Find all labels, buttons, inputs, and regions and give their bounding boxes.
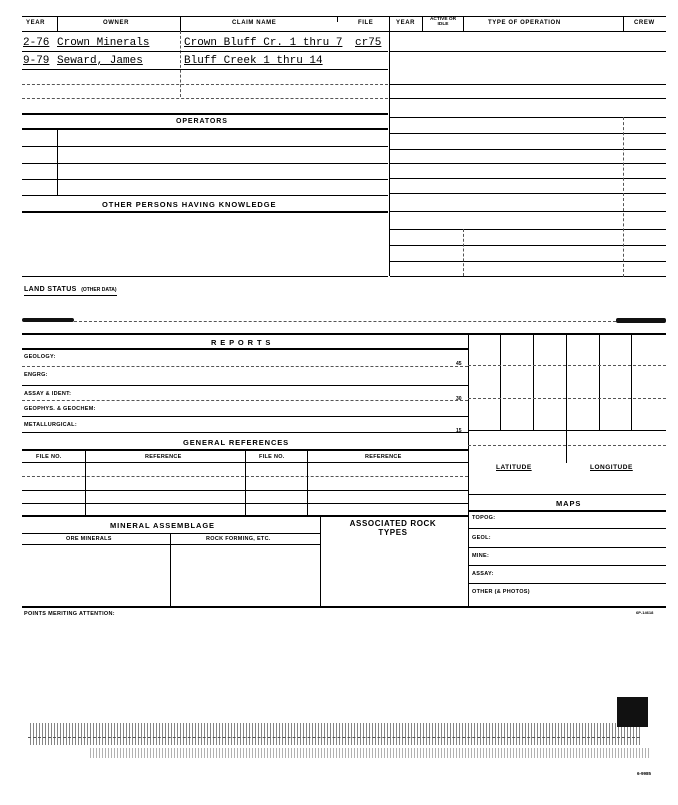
report-metallurgical-label: METALLURGICAL: [24,422,77,428]
header-type-of-operation: TYPE OF OPERATION [488,20,561,26]
claim-row-2-claim-name: Bluff Creek 1 thru 14 [184,55,323,67]
scan-noise-band-lower [90,748,650,758]
header-year: YEAR [26,20,46,26]
maps-other-label: OTHER (& PHOTOS) [472,589,530,595]
report-geology-label: GEOLOGY: [24,354,56,360]
maps-topog-label: TOPOG: [472,515,496,521]
header-crew: CREW [634,20,655,26]
report-geophys-label: GEOPHYS. & GEOCHEM: [24,406,96,412]
form-number: 6P-14618 [636,610,654,615]
scale-15: 15 [456,428,462,434]
operators-heading: OPERATORS [176,118,228,125]
associated-rock-types-heading: ASSOCIATED ROCK TYPES [349,519,437,537]
scale-30: 30 [456,396,462,402]
land-status-label: LAND STATUS [24,286,77,293]
maps-mine-label: MINE: [472,553,490,559]
claim-row-1-year: 2-76 [23,37,50,49]
claim-row-1-file: cr75 [355,37,382,49]
header-year-2: YEAR [396,20,416,26]
header-active-idle: ACTIVE OR IDLE [429,17,457,27]
land-status-sublabel: (OTHER DATA) [81,287,117,293]
header-claim-name: CLAIM NAME [232,20,277,26]
longitude-label: LONGITUDE [590,464,633,471]
reports-heading: R E P O R T S [211,338,272,347]
general-references-heading: GENERAL REFERENCES [183,438,290,447]
claim-row-1-claim-name: Crown Bluff Cr. 1 thru 7 [184,37,343,49]
maps-geol-label: GEOL: [472,535,491,541]
land-status-redaction-left [22,318,74,322]
gr-file-no-2: FILE NO. [259,454,285,460]
scale-45: 45 [456,361,462,367]
maps-heading: MAPS [556,499,582,508]
report-engrg-label: ENGRG: [24,372,48,378]
gr-reference-2: REFERENCE [365,454,402,460]
claim-row-1-owner: Crown Minerals [57,37,150,49]
header-file: FILE [358,20,374,26]
claim-row-2-owner: Seward, James [57,55,143,67]
report-assay-label: ASSAY & IDENT: [24,391,72,397]
header-owner: OWNER [103,20,129,26]
gr-file-no-1: FILE NO. [36,454,62,460]
mineral-assemblage-heading: MINERAL ASSEMBLAGE [110,521,215,530]
scan-dark-block [617,697,648,727]
land-status-redaction-right [616,318,666,323]
land-status-heading [24,282,117,296]
gr-reference-1: REFERENCE [145,454,182,460]
other-persons-heading: OTHER PERSONS HAVING KNOWLEDGE [102,200,277,209]
footer-mark: 6-9985 [637,771,652,776]
points-meriting-label: POINTS MERITING ATTENTION: [24,611,115,617]
ore-minerals-label: ORE MINERALS [66,536,112,542]
rock-forming-label: ROCK FORMING, ETC. [206,536,271,542]
latitude-label: LATITUDE [496,464,532,471]
maps-assay-label: ASSAY: [472,571,494,577]
claim-row-2-year: 9-79 [23,55,50,67]
scan-noise-band [30,723,640,745]
